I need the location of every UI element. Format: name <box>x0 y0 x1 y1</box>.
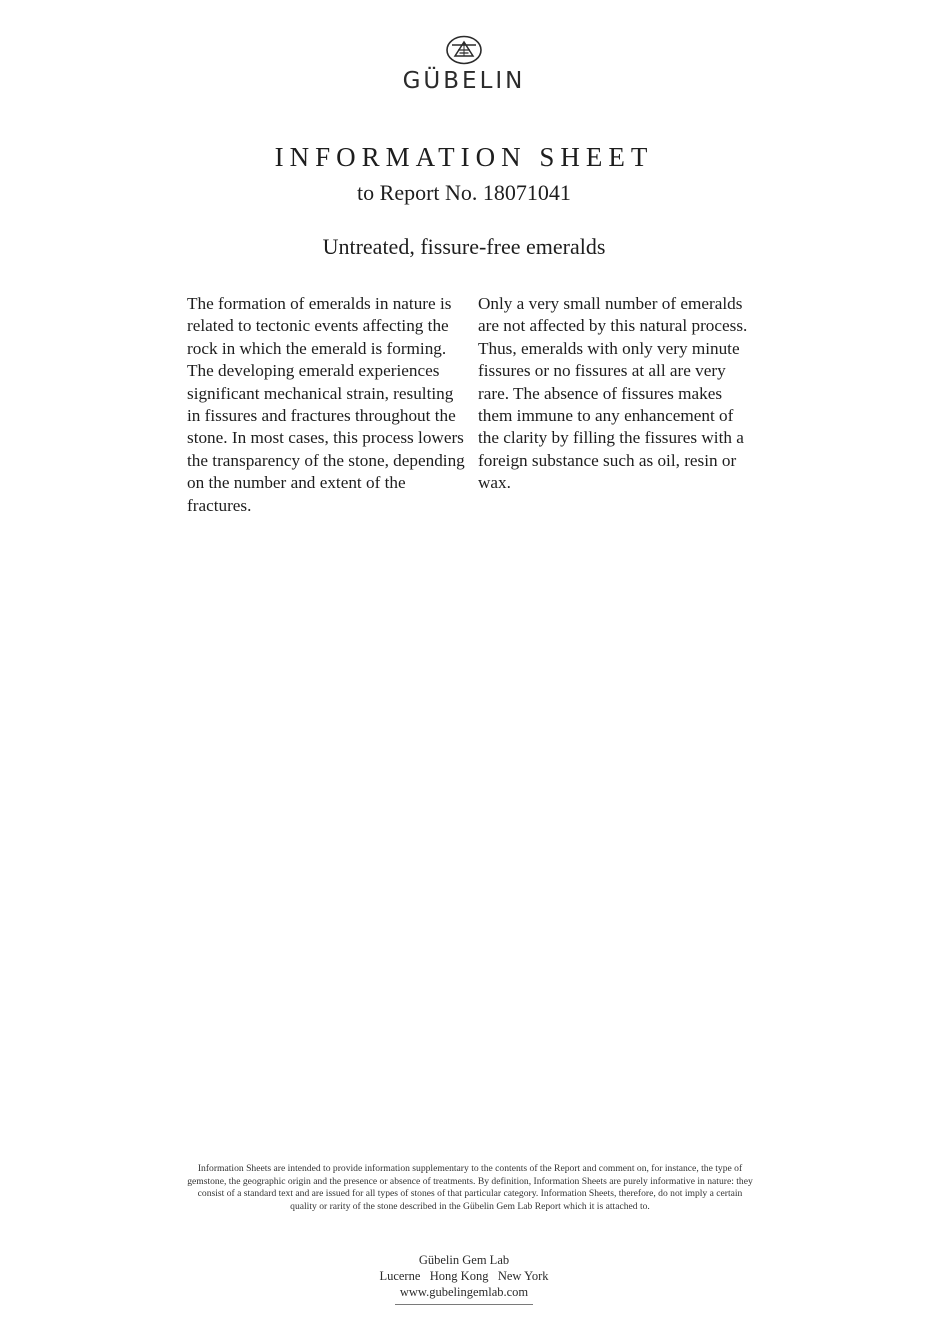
footer <box>0 1252 928 1300</box>
footer-website[interactable]: www.gubelingemlab.com <box>399 1285 529 1299</box>
page-title: INFORMATION SHEET <box>274 142 654 172</box>
footer-locations: Lucerne Hong Kong New York <box>379 1269 549 1283</box>
disclaimer: Information Sheets are intended to provide information supplementary to the contents of the Report and comment on, for instance, the type of gemstone, the geographic origin and the presence or absence of treatments. By definition, Information Sheets are purely informative in nature: they consist of a standard text and are issued for all types of stones of that particular category. Information Sheets, therefore, do not imply a certain quality or rarity of the stone described in the Gübelin Gem Lab Report which it is attached to. <box>187 1163 753 1212</box>
body-paragraph-right: Only a very small number of emeralds are not affected by this natural process. Thus, emeralds with only very minute fissures or no fissures at all are very rare. The absence of fissures makes them immune to any enhancement of the clarity by filling the fissures with a foreign substance such as oil, resin or wax. <box>478 294 748 493</box>
logo <box>0 34 928 94</box>
report-number: to Report No. 18071041 <box>357 180 571 205</box>
section-heading: Untreated, fissure-free emeralds <box>322 234 606 259</box>
footer-divider <box>395 1304 533 1305</box>
gubelin-emblem-icon <box>444 34 484 66</box>
logo-wordmark: GÜBELIN <box>402 68 526 94</box>
body-paragraph-left: The formation of emeralds in nature is related to tectonic events affecting the rock in which the emerald is forming. The developing emerald experiences significant mechanical strain, resulting in fissures and fractures throughout the stone. In most cases, this process lowers the transparency of the stone, depending on the number and extent of the fractures. <box>187 294 465 515</box>
footer-divider-wrap <box>0 1301 928 1305</box>
footer-lab-name: Gübelin Gem Lab <box>418 1253 510 1267</box>
